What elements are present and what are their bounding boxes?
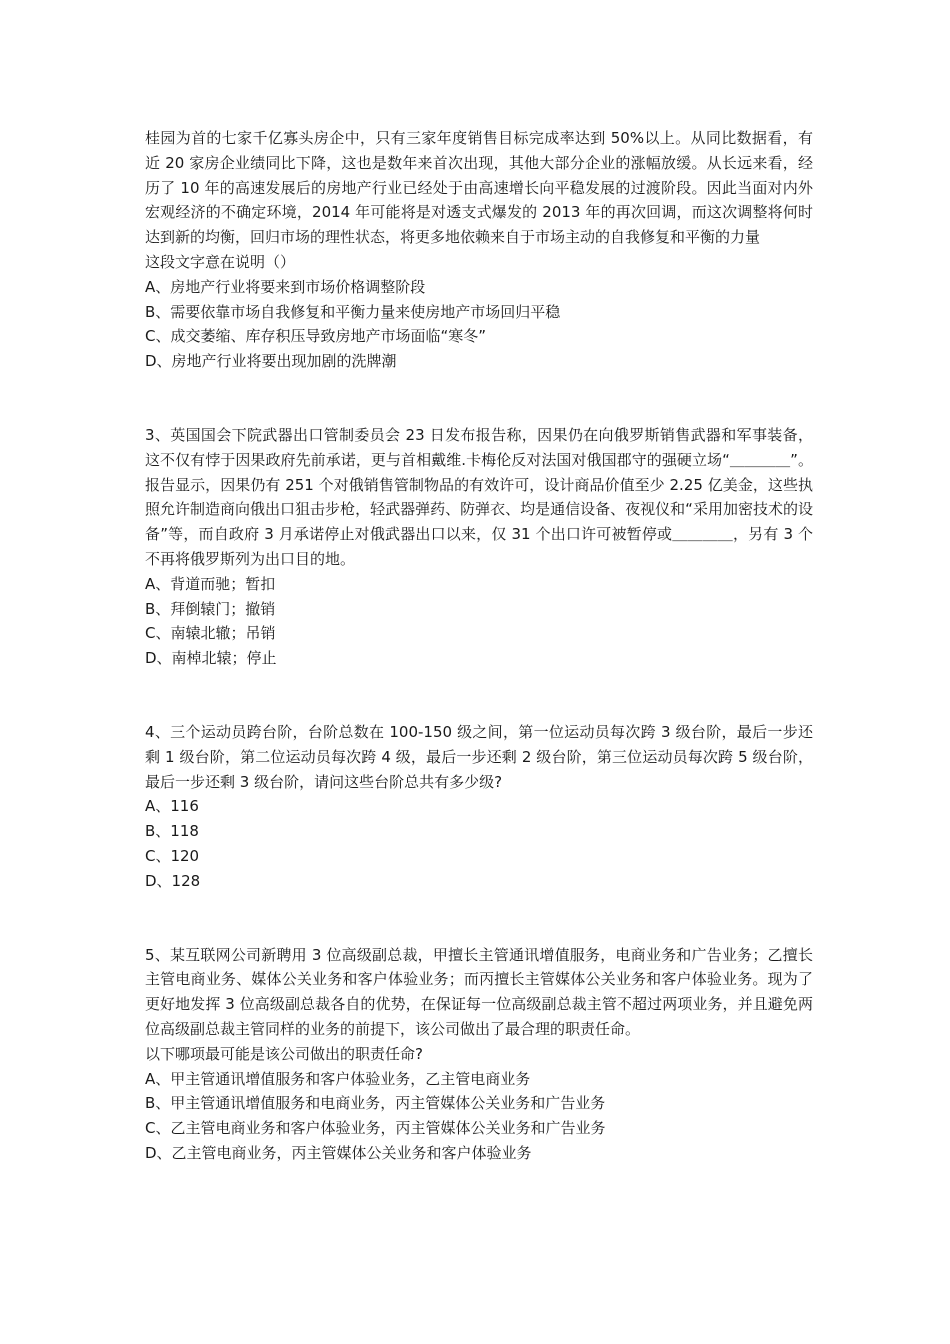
question-3-option-c: C、南辕北辙；吊销: [145, 624, 276, 643]
question-4-option-d: D、128: [145, 871, 201, 890]
question-3-option-d: D、南棹北辕；停止: [145, 649, 277, 668]
question-5-stem: 5、某互联网公司新聘用 3 位高级副总裁，甲擅长主管通讯增值服务，电商业务和广告业务；乙擅长主管电商业务、媒体公关业务和客户体验业务；而丙擅长主管媒体公关业务和客户体验业务。现为了更好地发挥 3 位高级副总裁各自的优势，在保证每一位高级副总裁主管不超过两项业务，并且避免两位高级副总裁主管同样的业务的前提下，该公司做出了最合理的职责任命。: [145, 945, 813, 1038]
question-intro-option-b: B、需要依靠市场自我修复和平衡力量来使房地产市场回归平稳: [145, 302, 561, 321]
question-3: [145, 423, 813, 671]
question-3-option-a: A、背道而驰；暂扣: [145, 574, 276, 593]
question-3-stem: 3、英国国会下院武器出口管制委员会 23 日发布报告称，因果仍在向俄罗斯销售武器和军事装备，这不仅有悖于因果政府先前承诺，更与首相戴维.卡梅伦反对法国对俄国郡守的强硬立场“＿＿＿＿”。报告显示，因果仍有 251 个对俄销售管制物品的有效许可，设计商品价值至少 2.25 亿美金，这些执照允许制造商向俄出口狙击步枪，轻武器弹药、防弹衣、均是通信设备、夜视仪和“采用加密技术的设备”等，而自政府 3 月承诺停止对俄武器出口以来，仅 31 个出口许可被暂停或＿＿＿＿，另有 3 个不再将俄罗斯列为出口目的地。: [145, 425, 813, 568]
spacer: [145, 374, 813, 423]
question-4-option-c: C、120: [145, 846, 200, 865]
question-5-option-b: B、甲主管通讯增值服务和电商业务，丙主管媒体公关业务和广告业务: [145, 1094, 606, 1113]
question-intro: [145, 126, 813, 374]
question-intro-passage: 桂园为首的七家千亿寡头房企中，只有三家年度销售目标完成率达到 50%以上。从同比数据看，有近 20 家房企业绩同比下降，这也是数年来首次出现，其他大部分企业的涨幅放缓。从长远来看，经历了 10 年的高速发展后的房地产行业已经处于由高速增长向平稳发展的过渡阶段。因此当面对内外宏观经济的不确定环境，2014 年可能将是对透支式爆发的 2013 年的再次回调，而这次调整将何时达到新的均衡，回归市场的理性状态，将更多地依赖来自于市场主动的自我修复和平衡的力量: [145, 129, 813, 247]
question-4-option-b: B、118: [145, 822, 199, 841]
spacer: [145, 894, 813, 943]
question-5-prompt: 以下哪项最可能是该公司做出的职责任命?: [145, 1044, 423, 1063]
question-5: [145, 943, 813, 1166]
question-4: [145, 720, 813, 894]
question-intro-option-a: A、房地产行业将要来到市场价格调整阶段: [145, 277, 426, 296]
question-5-option-d: D、乙主管电商业务，丙主管媒体公关业务和客户体验业务: [145, 1143, 532, 1162]
question-4-stem: 4、三个运动员跨台阶，台阶总数在 100-150 级之间，第一位运动员每次跨 3 级台阶，最后一步还剩 1 级台阶，第二位运动员每次跨 4 级，最后一步还剩 2 级台阶，第三位运动员每次跨 5 级台阶，最后一步还剩 3 级台阶，请问这些台阶总共有多少级?: [145, 722, 813, 791]
question-intro-option-c: C、成交萎缩、库存积压导致房地产市场面临“寒冬”: [145, 327, 487, 346]
question-5-option-c: C、乙主管电商业务和客户体验业务，丙主管媒体公关业务和广告业务: [145, 1119, 606, 1138]
question-3-option-b: B、拜倒辕门；撤销: [145, 599, 276, 618]
document-page: [145, 126, 813, 1166]
question-4-option-a: A、116: [145, 797, 199, 816]
question-intro-prompt: 这段文字意在说明（）: [145, 252, 296, 271]
question-intro-option-d: D、房地产行业将要出现加剧的洗牌潮: [145, 352, 397, 371]
spacer: [145, 671, 813, 720]
question-5-option-a: A、甲主管通讯增值服务和客户体验业务，乙主管电商业务: [145, 1069, 531, 1088]
